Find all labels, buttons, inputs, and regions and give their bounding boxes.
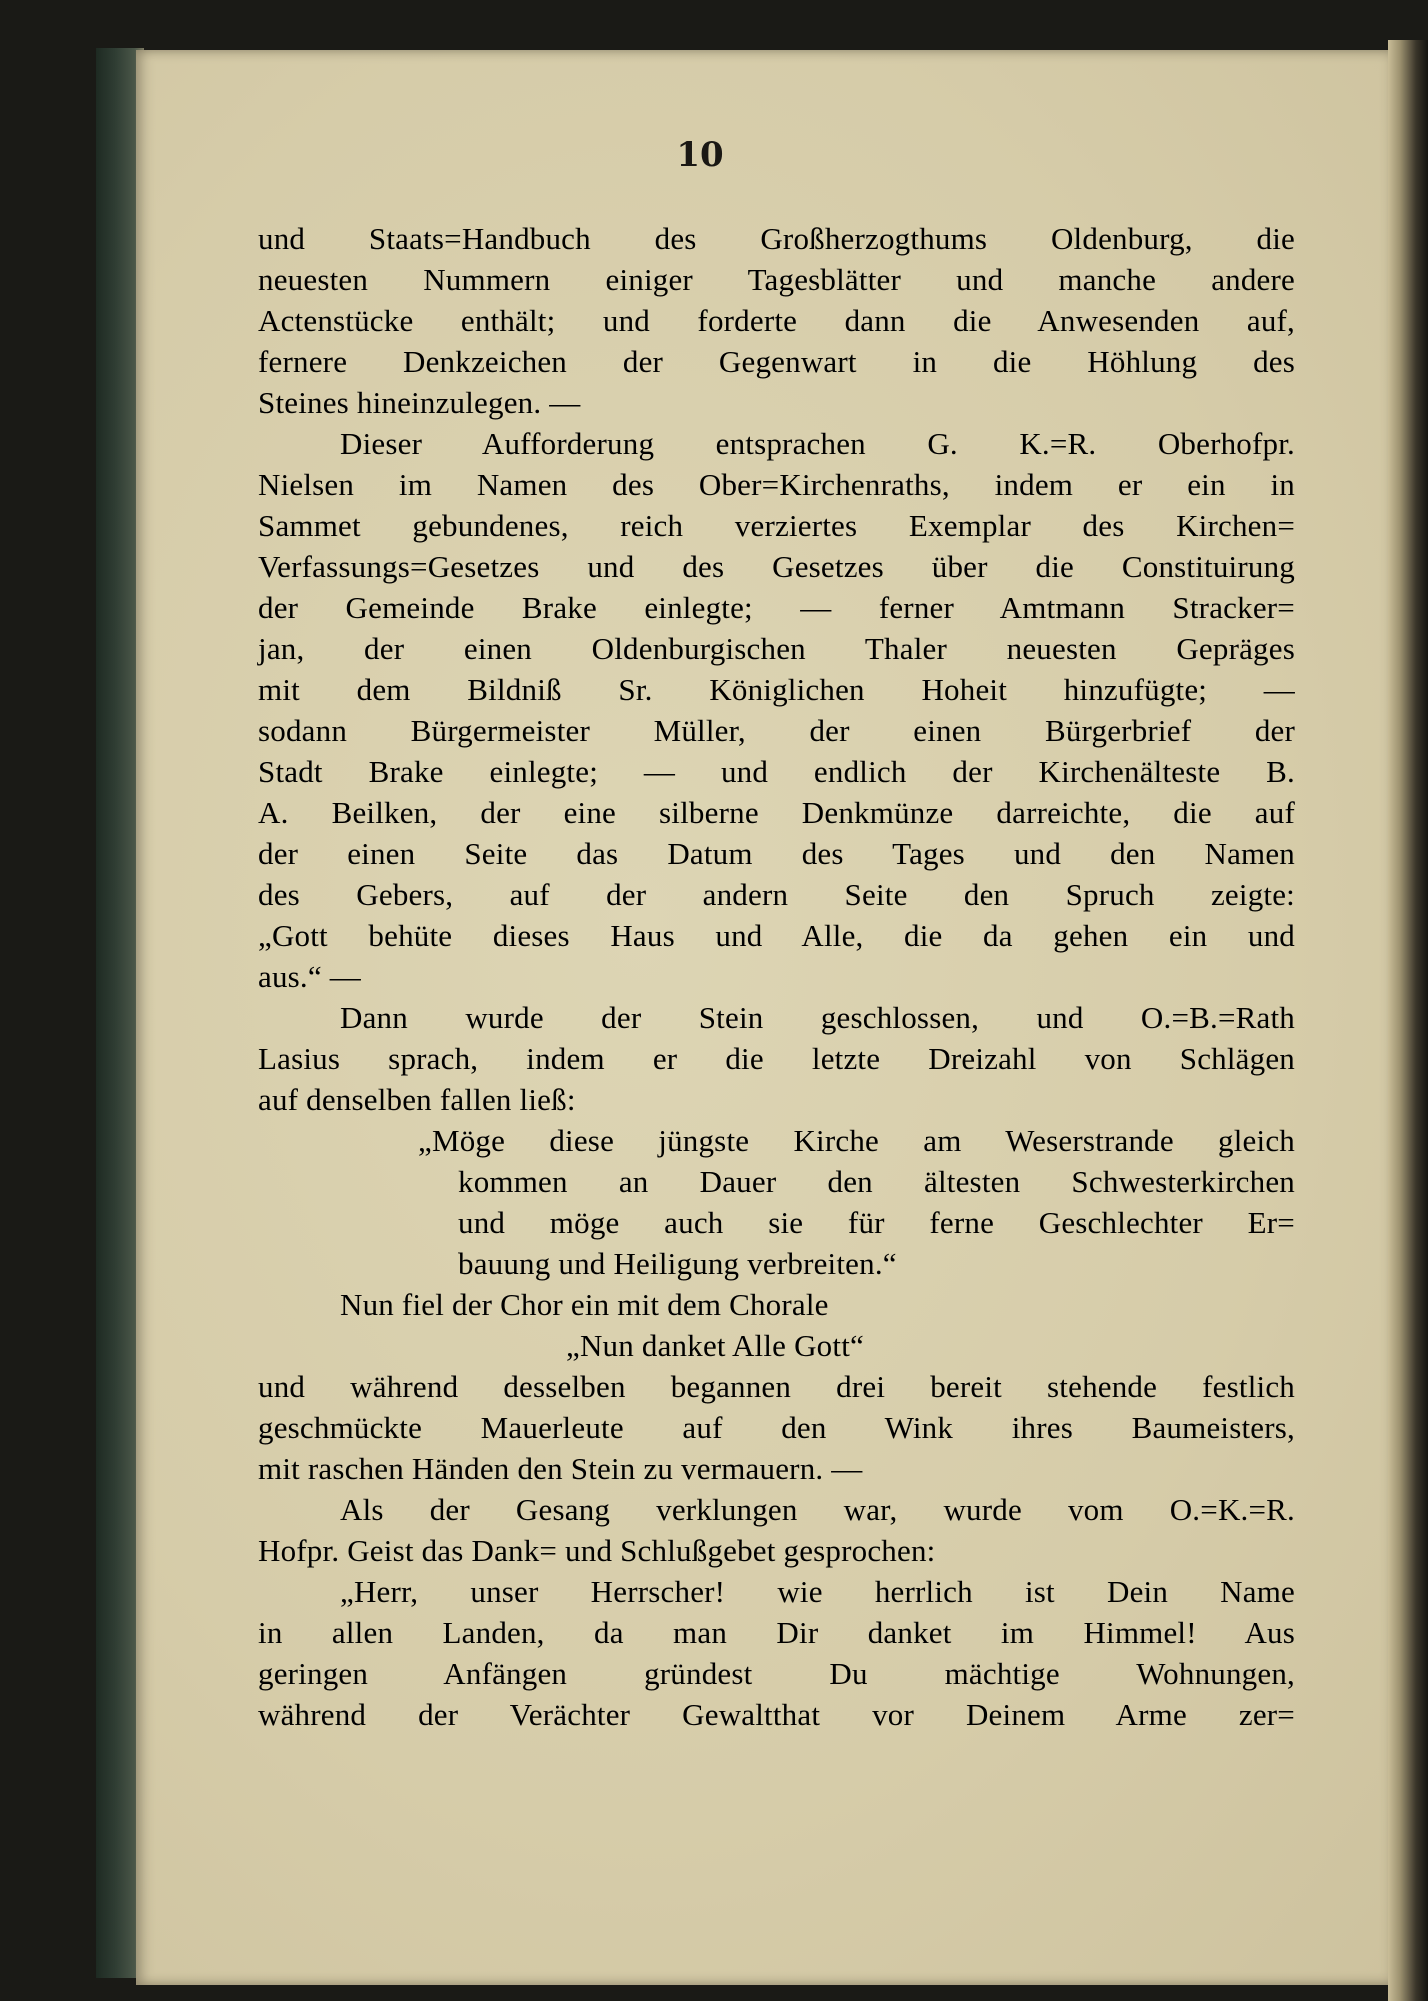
page-number: 10: [676, 135, 724, 175]
text-line: Nielsen im Namen des Ober=Kirchenraths, indem er ein in: [258, 467, 1295, 502]
text-line: in allen Landen, da man Dir danket im Himmel! Aus: [258, 1615, 1295, 1650]
text-line: Sammet gebundenes, reich verziertes Exemplar des Kirchen=: [258, 508, 1295, 543]
hymn-title-line: „Nun danket Alle Gott“: [566, 1328, 864, 1363]
text-line: A. Beilken, der eine silberne Denkmünze darreichte, die auf: [258, 795, 1295, 830]
text-line: und während desselben begannen drei bereit stehende festlich: [258, 1369, 1295, 1404]
text-line: jan, der einen Oldenburgischen Thaler neuesten Gepräges: [258, 631, 1295, 666]
text-line: fernere Denkzeichen der Gegenwart in die Höhlung des: [258, 344, 1295, 379]
text-line: geringen Anfängen gründest Du mächtige Wohnungen,: [258, 1656, 1295, 1691]
text-line: Actenstücke enthält; und forderte dann die Anwesenden auf,: [258, 303, 1295, 338]
text-line: Nun fiel der Chor ein mit dem Chorale: [340, 1287, 829, 1322]
text-line: während der Verächter Gewaltthat vor Deinem Arme zer=: [258, 1697, 1295, 1732]
quote-line: und möge auch sie für ferne Geschlechter Er=: [458, 1205, 1295, 1240]
text-line: „Herr, unser Herrscher! wie herrlich ist Dein Name: [340, 1574, 1295, 1609]
text-line: der Gemeinde Brake einlegte; — ferner Amtmann Stracker=: [258, 590, 1295, 625]
text-line: Stadt Brake einlegte; — und endlich der Kirchenälteste B.: [258, 754, 1295, 789]
text-line: neuesten Nummern einiger Tagesblätter und manche andere: [258, 262, 1295, 297]
text-line: der einen Seite das Datum des Tages und den Namen: [258, 836, 1295, 871]
text-line: mit dem Bildniß Sr. Königlichen Hoheit hinzufügte; —: [258, 672, 1295, 707]
text-line: sodann Bürgermeister Müller, der einen Bürgerbrief der: [258, 713, 1295, 748]
text-line: des Gebers, auf der andern Seite den Spruch zeigte:: [258, 877, 1295, 912]
text-line: Verfassungs=Gesetzes und des Gesetzes über die Constituirung: [258, 549, 1295, 584]
text-line: Steines hineinzulegen. —: [258, 385, 581, 420]
body-text: [258, 218, 1295, 1735]
text-line: Hofpr. Geist das Dank= und Schlußgebet gesprochen:: [258, 1533, 936, 1568]
text-line: geschmückte Mauerleute auf den Wink ihres Baumeisters,: [258, 1410, 1295, 1445]
text-line: mit raschen Händen den Stein zu vermauern. —: [258, 1451, 863, 1486]
text-line: auf denselben fallen ließ:: [258, 1082, 576, 1117]
text-line: „Gott behüte dieses Haus und Alle, die da gehen ein und: [258, 918, 1295, 953]
text-line: Lasius sprach, indem er die letzte Dreizahl von Schlägen: [258, 1041, 1295, 1076]
quote-line: bauung und Heiligung verbreiten.“: [458, 1246, 897, 1281]
text-line: aus.“ —: [258, 959, 361, 994]
text-line: Als der Gesang verklungen war, wurde vom O.=K.=R.: [340, 1492, 1295, 1527]
text-line: und Staats=Handbuch des Großherzogthums Oldenburg, die: [258, 221, 1295, 256]
quote-line: „Möge diese jüngste Kirche am Weserstrande gleich: [418, 1123, 1295, 1158]
next-page-edge: [1388, 40, 1428, 2001]
text-line: Dann wurde der Stein geschlossen, und O.=B.=Rath: [340, 1000, 1295, 1035]
quote-line: kommen an Dauer den ältesten Schwesterkirchen: [458, 1164, 1295, 1199]
text-line: Dieser Aufforderung entsprachen G. K.=R. Oberhofpr.: [340, 426, 1295, 461]
